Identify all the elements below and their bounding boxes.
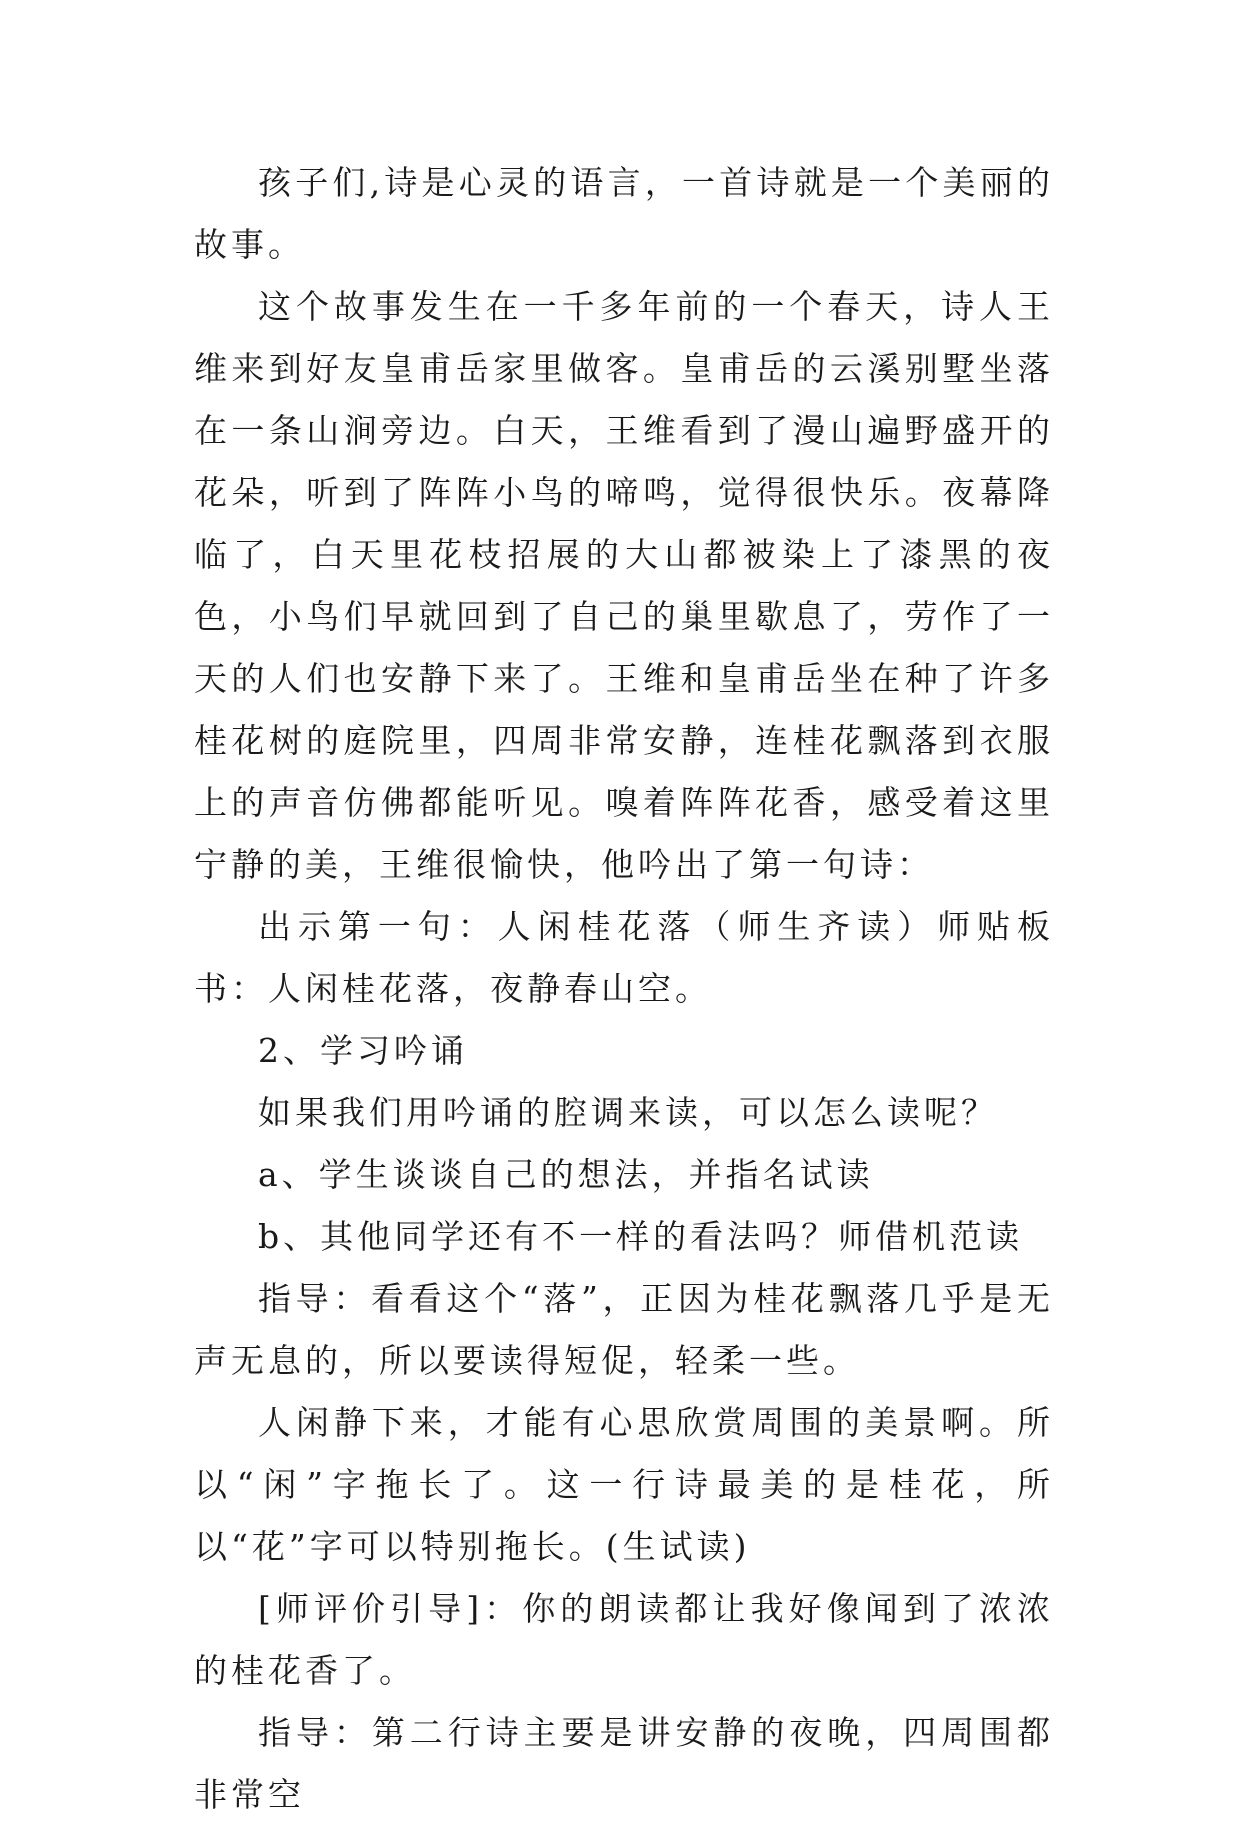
paragraph-story: 这个故事发生在一千多年前的一个春天，诗人王维来到好友皇甫岳家里做客。皇甫岳的云溪别墅坐落在一条山涧旁边。白天，王维看到了漫山遍野盛开的花朵，听到了阵阵小鸟的啼鸣，觉得很快乐。夜幕降临了，白天里花枝招展的大山都被染上了漆黑的夜色，小鸟们早就回到了自己的巢里歇息了，劳作了一天的人们也安静下来了。王维和皇甫岳坐在种了许多桂花树的庭院里，四周非常安静，连桂花飘落到衣服上的声音仿佛都能听见。嗅着阵阵花香，感受着这里宁静的美，王维很愉快，他吟出了第一句诗： bbox=[194, 287, 1054, 884]
paragraph-question: 如果我们用吟诵的腔调来读，可以怎么读呢？ bbox=[258, 1093, 998, 1132]
paragraph-guidance-second-line: 指导：第二行诗主要是讲安静的夜晚，四周围都非常空 bbox=[194, 1713, 1054, 1814]
section-heading: 2、学习吟诵 bbox=[258, 1031, 468, 1070]
paragraph-teacher-evaluation: [师评价引导]：你的朗读都让我好像闻到了浓浓的桂花香了。 bbox=[194, 1589, 1054, 1690]
paragraph-first-line: 出示第一句：人闲桂花落（师生齐读）师贴板书：人闲桂花落，夜静春山空。 bbox=[194, 907, 1054, 1008]
paragraph-guidance-xian: 人闲静下来，才能有心思欣赏周围的美景啊。所以“闲”字拖长了。这一行诗最美的是桂花，所以“花”字可以特别拖长。(生试读) bbox=[194, 1403, 1054, 1566]
list-item-b: b、其他同学还有不一样的看法吗？师借机范读 bbox=[258, 1217, 1024, 1256]
paragraph-intro: 孩子们,诗是心灵的语言，一首诗就是一个美丽的故事。 bbox=[194, 163, 1054, 264]
list-item-a: a、学生谈谈自己的想法，并指名试读 bbox=[258, 1155, 874, 1194]
paragraph-guidance-luo: 指导：看看这个“落”，正因为桂花飘落几乎是无声无息的，所以要读得短促，轻柔一些。 bbox=[194, 1279, 1054, 1380]
document-body bbox=[194, 152, 1054, 1826]
